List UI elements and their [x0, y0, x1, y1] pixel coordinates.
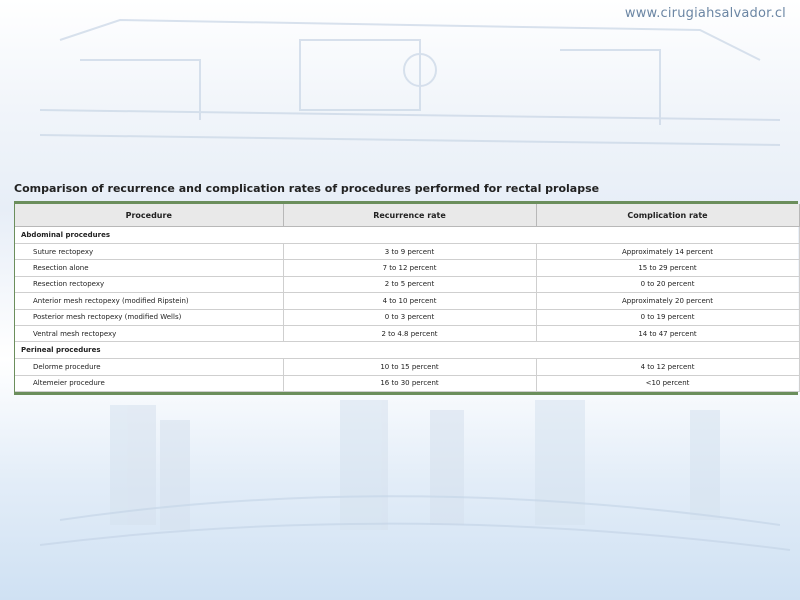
- recurrence-cell: 2 to 5 percent: [283, 276, 536, 292]
- recurrence-cell: 16 to 30 percent: [283, 375, 536, 391]
- section-label: Perineal procedures: [15, 342, 799, 359]
- table-row: [15, 276, 799, 292]
- recurrence-cell: 2 to 4.8 percent: [283, 325, 536, 341]
- section-row-perineal: [15, 342, 799, 359]
- procedure-cell: Resection rectopexy: [15, 276, 283, 292]
- recurrence-cell: 7 to 12 percent: [283, 260, 536, 276]
- table-row: [15, 325, 799, 341]
- column-header-procedure: Procedure: [15, 204, 283, 227]
- complication-cell: 14 to 47 percent: [536, 325, 799, 341]
- recurrence-cell: 10 to 15 percent: [283, 359, 536, 375]
- complication-cell: 15 to 29 percent: [536, 260, 799, 276]
- table-row: [15, 260, 799, 276]
- table-header-row: [15, 204, 799, 227]
- site-url[interactable]: www.cirugiahsalvador.cl: [624, 6, 786, 21]
- table-title: Comparison of recurrence and complication rates of procedures performed for rectal prolapse: [14, 182, 600, 195]
- column-header-complication: Complication rate: [536, 204, 799, 227]
- procedure-cell: Ventral mesh rectopexy: [15, 325, 283, 341]
- complication-cell: 0 to 19 percent: [536, 309, 799, 325]
- procedure-cell: Anterior mesh rectopexy (modified Ripstein): [15, 293, 283, 309]
- complication-cell: 4 to 12 percent: [536, 359, 799, 375]
- table-row: [15, 293, 799, 309]
- complication-cell: <10 percent: [536, 375, 799, 391]
- procedure-cell: Delorme procedure: [15, 359, 283, 375]
- table-row: [15, 309, 799, 325]
- table-row: [15, 359, 799, 375]
- procedure-cell: Altemeier procedure: [15, 375, 283, 391]
- procedure-cell: Posterior mesh rectopexy (modified Wells): [15, 309, 283, 325]
- recurrence-cell: 4 to 10 percent: [283, 293, 536, 309]
- complication-cell: Approximately 20 percent: [536, 293, 799, 309]
- section-row-abdominal: [15, 227, 799, 244]
- procedure-cell: Resection alone: [15, 260, 283, 276]
- comparison-table: [14, 201, 798, 395]
- table-row: [15, 375, 799, 391]
- recurrence-cell: 0 to 3 percent: [283, 309, 536, 325]
- procedure-cell: Suture rectopexy: [15, 244, 283, 260]
- section-label: Abdominal procedures: [15, 227, 799, 244]
- recurrence-cell: 3 to 9 percent: [283, 244, 536, 260]
- complication-cell: Approximately 14 percent: [536, 244, 799, 260]
- column-header-recurrence: Recurrence rate: [283, 204, 536, 227]
- table-row: [15, 244, 799, 260]
- complication-cell: 0 to 20 percent: [536, 276, 799, 292]
